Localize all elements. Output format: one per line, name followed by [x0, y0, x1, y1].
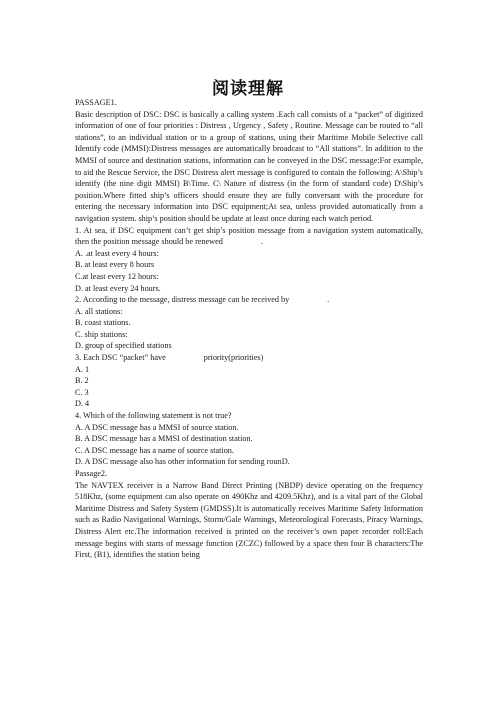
page-title: 阅读理解	[212, 79, 284, 99]
question-1-stem	[75, 225, 423, 248]
q4-option-d: D. A DSC message also has other information for sending rounD.	[75, 457, 290, 467]
passage2-text: The NAVTEX receiver is a Narrow Band Direct Printing (NBDP) device operating on the frequency 518Khz, (some equipment can also operate on 490Khz and 4209.5Khz), and is a vital part of the Global Maritime Distress and Safety System (GMDSS).It is automatically receives Maritime Safety Information such as Radio Navigational Warnings, Storm/Gale Warnings, Meteorological Forecasts, Piracy Warnings, Distress Alert etc.The information received is printed on the receiver’s own paper recorder roll:Each message begins with starts of message function (ZCZC) followed by a space then four B characters:The First, (B1), identifies the station being	[75, 480, 423, 560]
question-stem-end: .	[260, 237, 263, 247]
question-stem-text: 3. Each DSC “packet” have	[75, 353, 166, 363]
q3-option-d: D. 4	[75, 399, 90, 409]
q2-option-c: C. ship stations:	[75, 329, 128, 339]
passage2-heading: Passage2.	[75, 469, 108, 478]
q1-option-d: D. at least every 24 hours.	[75, 283, 161, 293]
question-stem-text: 2. According to the message, distress message can be received by	[75, 295, 290, 305]
q4-option-b: B. A DSC message has a MMSI of destination station.	[75, 434, 253, 444]
q2-option-d: D. group of specified stations	[75, 341, 172, 351]
q3-option-c: C. 3	[75, 387, 89, 397]
question-stem-text: 1. At sea, if DSC equipment can’t get ship’s position message from a navigation system automatically, then the position message should be renewed	[75, 225, 423, 247]
q2-option-a: A. all stations:	[75, 306, 123, 316]
q3-option-a: A. 1	[75, 364, 90, 374]
question-2-stem	[75, 294, 423, 306]
passage1-heading: PASSAGE1.	[75, 98, 117, 107]
q1-option-a: A. .at least every 4 hours:	[75, 248, 159, 258]
document-body	[75, 97, 423, 561]
question-4-stem: 4. Which of the following statement is not true?	[75, 411, 232, 421]
question-stem-end: .	[327, 295, 330, 305]
q4-option-c: C. A DSC message has a name of source station.	[75, 445, 234, 455]
q1-option-c: C.at least every 12 hours:	[75, 271, 159, 281]
q1-option-b: B. at least every 8 hours	[75, 260, 155, 270]
question-3-stem	[75, 352, 423, 364]
question-stem-end: priority(priorities)	[203, 353, 264, 363]
q2-option-b: B. coast stations.	[75, 318, 131, 328]
passage1-text: Basic description of DSC: DSC is basically a calling system .Each call consists of a “packet” of digitized information of one of four priorities : Distress , Urgency , Safety , Routine. Message can be routed to “all stations”, to an individual station or to a group of stations, using their Maritime Mobile Selective call Identify code (MMSI):Distress messages are automatically broadcast to “All stations”. In addition to the MMSI of source and destination stations, information can be conveyed in the DSC message:For example, to aid the Rescue Service, the DSC Distress alert message is configured to contain the following: A\Ship’s identify (the nine digit MMSI) B\Time. C\ Nature of distress (in the form of standard code) D\Ship’s position.Where fitted ship’s officers should ensure they are fully conversant with the procedure for entering the necessary information into DSC equipment;At sea, unless provided automatically from a navigation system. ship’s position should be update at least once during each watch period.	[75, 109, 423, 223]
q3-option-b: B. 2	[75, 376, 89, 386]
q4-option-a: A. A DSC message has a MMSI of source station.	[75, 422, 239, 432]
